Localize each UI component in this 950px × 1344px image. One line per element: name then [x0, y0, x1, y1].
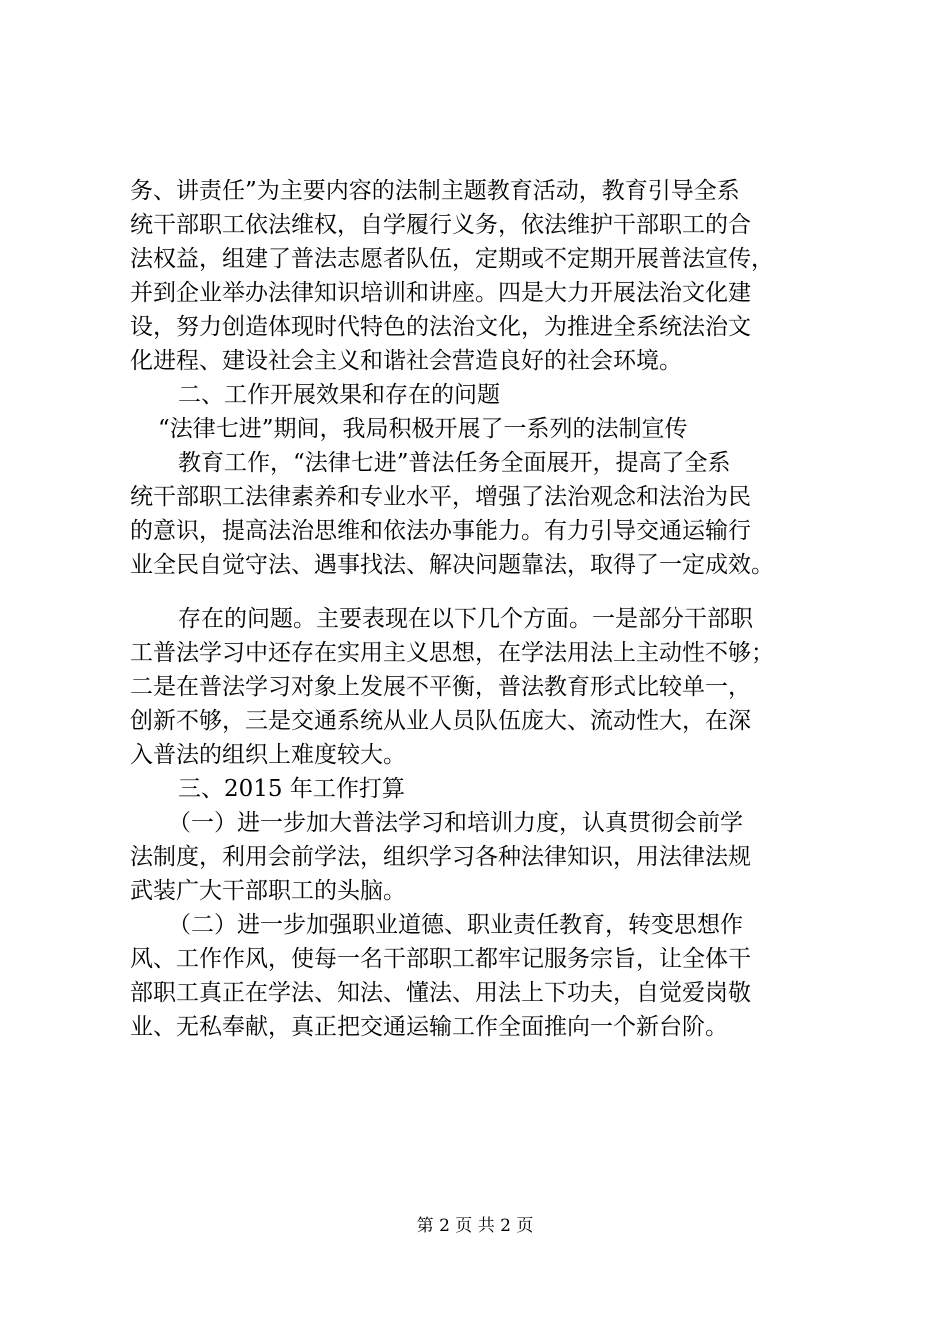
body-line-25: 业、无私奉献，真正把交通运输工作全面推向一个新台阶。	[130, 1014, 728, 1040]
body-line-21: 武装广大干部职工的头脑。	[130, 878, 406, 904]
body-line-4: 并到企业举办法律知识培训和讲座。四是大力开展法治文化建	[130, 280, 751, 306]
body-line-24: 部职工真正在学法、知法、懂法、用法上下功夫，自觉爱岗敬	[130, 980, 751, 1006]
page-number-footer: 第 2 页 共 2 页	[416, 1216, 534, 1236]
body-line-1: 务、讲责任”为主要内容的法制主题教育活动，教育引导全系	[130, 178, 740, 204]
body-line-23: 风、工作作风，使每一名干部职工都牢记服务宗旨，让全体干	[130, 946, 751, 972]
body-line-15: 二是在普法学习对象上发展不平衡，普法教育形式比较单一，	[130, 674, 751, 700]
body-line-3: 法权益，组建了普法志愿者队伍，定期或不定期开展普法宣传，	[130, 246, 774, 272]
section-heading-3: 三、2015 年工作打算	[178, 776, 405, 802]
body-line-14: 工普法学习中还存在实用主义思想，在学法用法上主动性不够；	[130, 640, 774, 666]
body-line-20: 法制度，利用会前学法，组织学习各种法律知识，用法律法规	[130, 844, 751, 870]
body-line-17: 入普法的组织上难度较大。	[130, 742, 406, 768]
body-line-6: 化进程、建设社会主义和谐社会营造良好的社会环境。	[130, 348, 682, 374]
body-line-2: 统干部职工依法维权，自学履行义务，依法维护干部职工的合	[130, 212, 751, 238]
body-line-12: 业全民自觉守法、遇事找法、解决问题靠法，取得了一定成效。	[130, 552, 774, 578]
body-line-11: 的意识，提高法治思维和依法办事能力。有力引导交通运输行	[130, 518, 751, 544]
body-line-16: 创新不够，三是交通系统从业人员队伍庞大、流动性大，在深	[130, 708, 751, 734]
body-line-8: “法律七进”期间，我局积极开展了一系列的法制宣传	[158, 416, 688, 442]
body-line-19: （一）进一步加大普法学习和培训力度，认真贯彻会前学	[168, 810, 743, 836]
body-line-9: 教育工作，“法律七进”普法任务全面展开，提高了全系	[178, 450, 731, 476]
body-line-5: 设，努力创造体现时代特色的法治文化，为推进全系统法治文	[130, 314, 751, 340]
body-line-22: （二）进一步加强职业道德、职业责任教育，转变思想作	[168, 912, 743, 938]
body-line-10: 统干部职工法律素养和专业水平，增强了法治观念和法治为民	[130, 484, 751, 510]
section-heading-2: 二、工作开展效果和存在的问题	[178, 382, 500, 408]
body-line-13: 存在的问题。主要表现在以下几个方面。一是部分干部职	[178, 606, 753, 632]
